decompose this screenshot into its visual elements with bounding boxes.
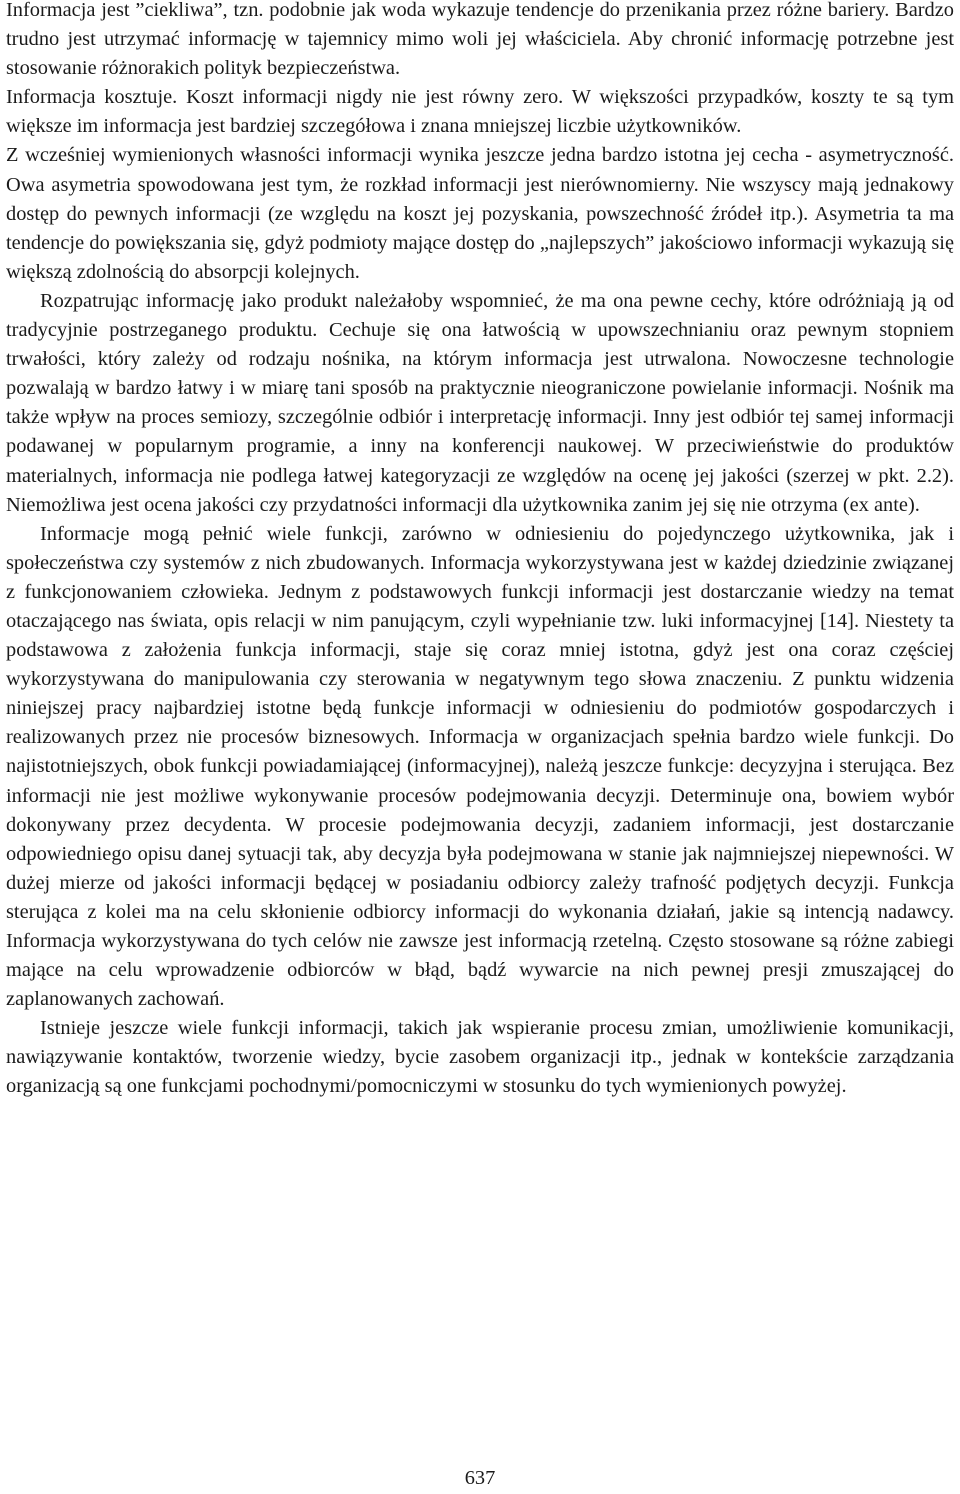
paragraph-1: Informacja jest ”ciekliwa”, tzn. podobnie jak woda wykazuje tendencje do przenikania przez różne bariery. Bardzo trudno jest utrzymać informację w tajemnicy mimo woli jej właściciela. Aby chronić informację potrzebne jest stosowanie różnorakich polityk bezpieczeństwa. — [6, 0, 954, 80]
document-body — [6, 0, 954, 1102]
paragraph-3: Z wcześniej wymienionych własności informacji wynika jeszcze jedna bardzo istotna jej cecha - asymetryczność. Owa asymetria spowodowana jest tym, że rozkład informacji jest nierównomierny. Nie wszyscy mają jednakowy dostęp do pewnych informacji (ze względu na koszt jej pozyskania, powszechność źródeł itp.). Asymetria ta ma tendencje do powiększania się, gdyż podmioty mające dostęp do „najlepszych” jakościowo informacji wykazują się większą zdolnością do absorpcji kolejnych. — [6, 144, 954, 283]
page-number: 637 — [464, 1467, 496, 1489]
paragraph-6: Istnieje jeszcze wiele funkcji informacji, takich jak wspieranie procesu zmian, umożliwienie komunikacji, nawiązywanie kontaktów, tworzenie wiedzy, bycie zasobem organizacji itp., jednak w kontekście zarządzania organizacją są one funkcjami pochodnymi/pomocniczymi w stosunku do tych wymienionych powyżej. — [6, 1017, 954, 1098]
paragraph-2: Informacja kosztuje. Koszt informacji nigdy nie jest równy zero. W większości przypadków, koszty te są tym większe im informacja jest bardziej szczegółowa i znana mniejszej liczbie użytkowników. — [6, 86, 954, 138]
paragraph-5: Informacje mogą pełnić wiele funkcji, zarówno w odniesieniu do pojedynczego użytkownika, jak i społeczeństwa czy systemów z nich zbudowanych. Informacja wykorzystywana jest w każdej dziedzinie związanej z funkcjonowaniem człowieka. Jednym z podstawowych funkcji informacji jest dostarczanie wiedzy na temat otaczającego nas świata, opis relacji w nim panującym, czyli wypełnianie tzw. luki informacyjnej [14]. Niestety ta podstawowa z założenia funkcja informacji, staje się coraz mniej istotna, gdyż jest ona coraz częściej wykorzystywana do manipulowania czy sterowania w negatywnym tego słowa znaczeniu. Z punktu widzenia niniejszej pracy najbardziej istotne będą funkcje informacji w odniesieniu do podmiotów gospodarczych i realizowanych przez nie procesów biznesowych. Informacja w organizacjach spełnia bardzo wiele funkcji. Do najistotniejszych, obok funkcji powiadamiającej (informacyjnej), należą jeszcze funkcje: decyzyjna i sterująca. Bez informacji nie jest możliwe wykonywanie procesów podejmowania decyzji. Determinuje ona, bowiem wybór dokonywany przez decydenta. W procesie podejmowania decyzji, zadaniem informacji, jest dostarczanie odpowiedniego opisu danej sytuacji tak, aby decyzja była podejmowana w stanie jak najmniejszej niepewności. W dużej mierze od jakości informacji będącej w posiadaniu odbiorcy zależy trafność podjętych decyzji. Funkcja sterująca z kolei ma na celu skłonienie odbiorcy informacji do wykonania działań, jakie są intencją nadawcy. Informacja wykorzystywana do tych celów nie zawsze jest informacją rzetelną. Często stosowane są różne zabiegi mające na celu wprowadzenie odbiorców w błąd, bądź wywarcie na nich pewnej presji zmuszającej do zaplanowanych zachowań. — [6, 522, 954, 1011]
paragraph-4: Rozpatrując informację jako produkt należałoby wspomnieć, że ma ona pewne cechy, które odróżniają ją od tradycyjnie postrzeganego produktu. Cechuje się ona łatwością w upowszechnianiu oraz pewnym stopniem trwałości, który zależy od rodzaju nośnika, na którym informacja jest utrwalona. Nowoczesne technologie pozwalają w bardzo łatwy i w miarę tani sposób na praktycznie nieograniczone powielanie informacji. Nośnik ma także wpływ na proces semiozy, szczególnie odbiór i interpretację informacji. Inny jest odbiór tej samej informacji podawanej w popularnym programie, a inny na konferencji naukowej. W przeciwieństwie do produktów materialnych, informacja nie podlega łatwej kategoryzacji ze względów na ocenę jej jakości (szerzej w pkt. 2.2). Niemożliwa jest ocena jakości czy przydatności informacji dla użytkownika zanim jej się nie otrzyma (ex ante). — [6, 289, 954, 516]
